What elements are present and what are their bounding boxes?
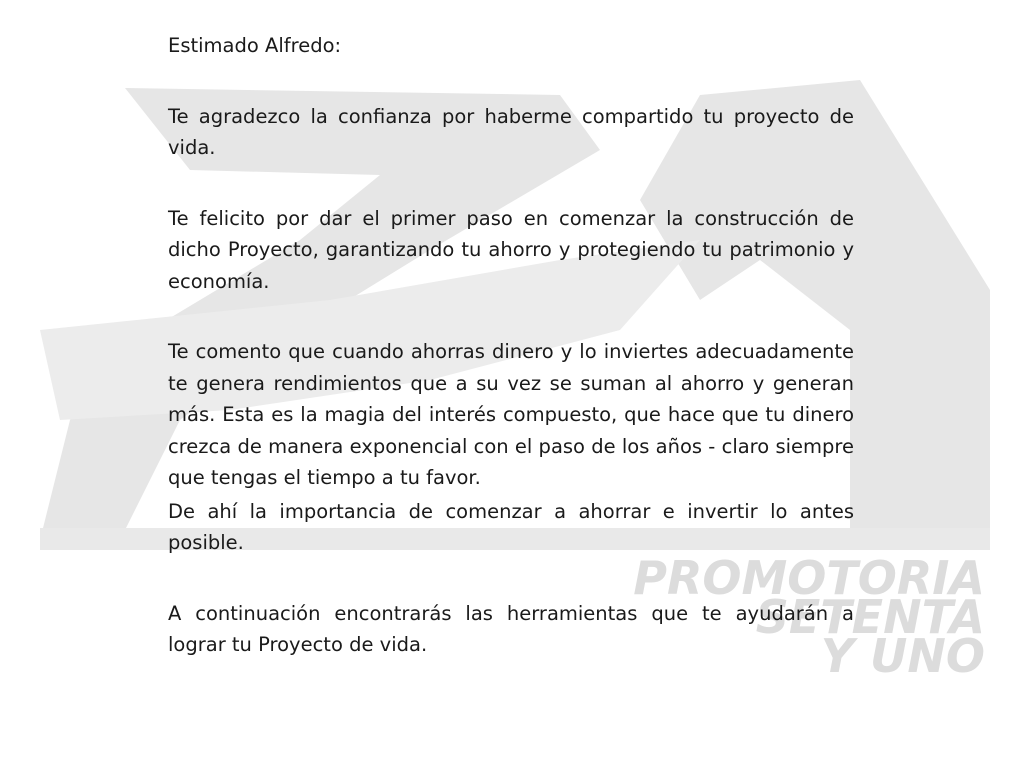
watermark-line2: SETENTA (755, 590, 985, 644)
paragraph-tools: A continuación encontrarás las herramientas que te ayudarán a lograr tu Proyecto de vida. (168, 601, 854, 656)
letter-body (168, 30, 854, 661)
paragraph-interest: Te comento que cuando ahorras dinero y lo inviertes adecuadamente te genera rendimientos que a su vez se suman al ahorro y generan más. Esta es la magia del interés compuesto, que hace que tu dinero crezca de manera exponencial con el paso de los años - claro siempre que tengas el tiempo a tu favor. (168, 340, 854, 489)
paragraph-congrats: Te felicito por dar el primer paso en comenzar la construcción de dicho Proyecto, garantizando tu ahorro y protegiendo tu patrimonio y economía. (168, 206, 854, 293)
watermark-line1: PROMOTORIA (633, 551, 985, 605)
watermark-line3: Y UNO (820, 629, 985, 683)
paragraph-importance: De ahí la importancia de comenzar a ahorrar e invertir lo antes posible. (168, 499, 854, 554)
paragraph-thanks: Te agradezco la confianza por haberme compartido tu proyecto de vida. (168, 104, 854, 159)
greeting: Estimado Alfredo: (168, 34, 342, 57)
